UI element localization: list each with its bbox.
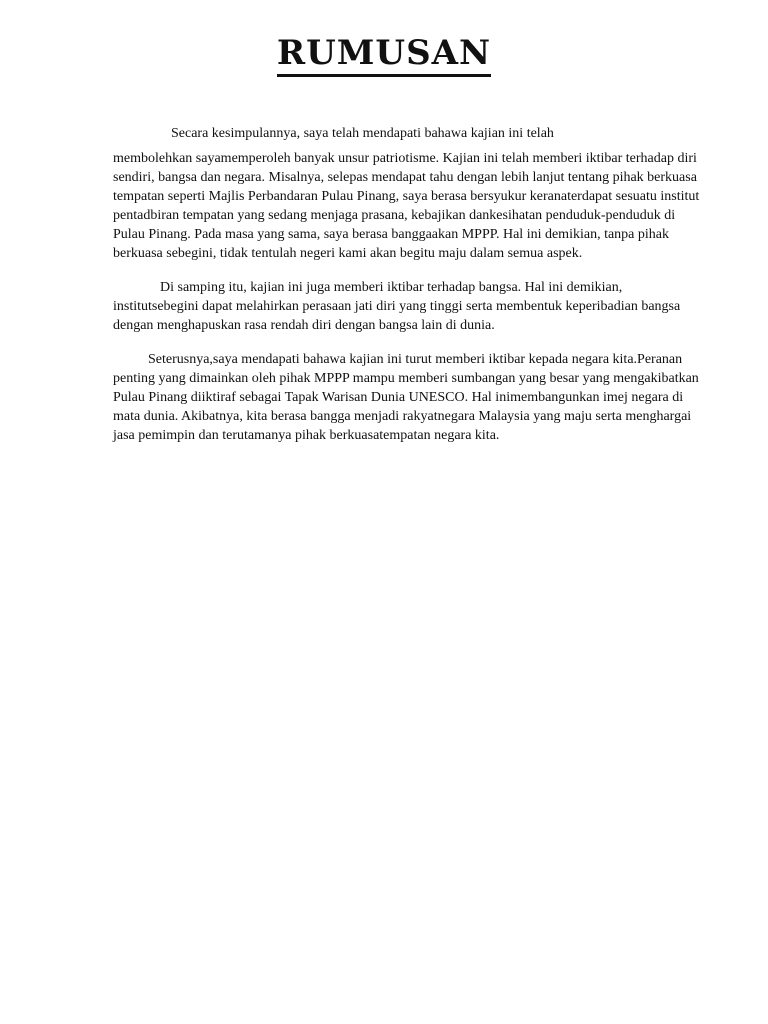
document-body: [113, 124, 703, 460]
paragraph-2-text: Di samping itu, kajian ini juga memberi iktibar terhadap bangsa. Hal ini demikian, institutsebegini dapat melahirkan perasaan jati diri yang tinggi serta membentuk keperibadian bangsa dengan menghapuskan rasa rendah diri dengan bangsa lain di dunia.: [113, 280, 681, 333]
paragraph-1-first-line: Secara kesimpulannya, saya telah mendapati bahawa kajian ini telah: [171, 126, 554, 141]
paragraph-3: [113, 350, 703, 445]
paragraph-3-text: Seterusnya,saya mendapati bahawa kajian ini turut memberi iktibar kepada negara kita.Peranan penting yang dimainkan oleh pihak MPPP mampu memberi sumbangan yang besar yang mengakibatkan Pulau Pinang diiktiraf sebagai Tapak Warisan Dunia UNESCO. Hal inimembangunkan imej negara di mata dunia. Akibatnya, kita berasa bangga menjadi rakyatnegara Malaysia yang maju serta menghargai jasa pemimpin dan terutamanya pihak berkuasatempatan negara kita.: [113, 352, 699, 443]
page-title: RUMUSAN: [277, 34, 491, 77]
paragraph-2: [113, 278, 703, 335]
paragraph-1: [113, 124, 703, 263]
page-title-wrapper: [0, 34, 768, 77]
paragraph-1-text: membolehkan sayamemperoleh banyak unsur patriotisme. Kajian ini telah memberi iktibar terhadap diri sendiri, bangsa dan negara. Misalnya, selepas mendapat tahu dengan lebih lanjut tentang pihak berkuasa tempatan seperti Majlis Perbandaran Pulau Pinang, saya berasa bersyukur keranaterdapat sesuatu institut pentadbiran tempatan yang sedang menjaga prasana, kebajikan dankesihatan penduduk-penduduk di Pulau Pinang. Pada masa yang sama, saya berasa banggaakan MPPP. Hal ini demikian, tanpa pihak berkuasa sebegini, tidak tentulah negeri kami akan begitu maju dalam semua aspek.: [113, 151, 700, 261]
